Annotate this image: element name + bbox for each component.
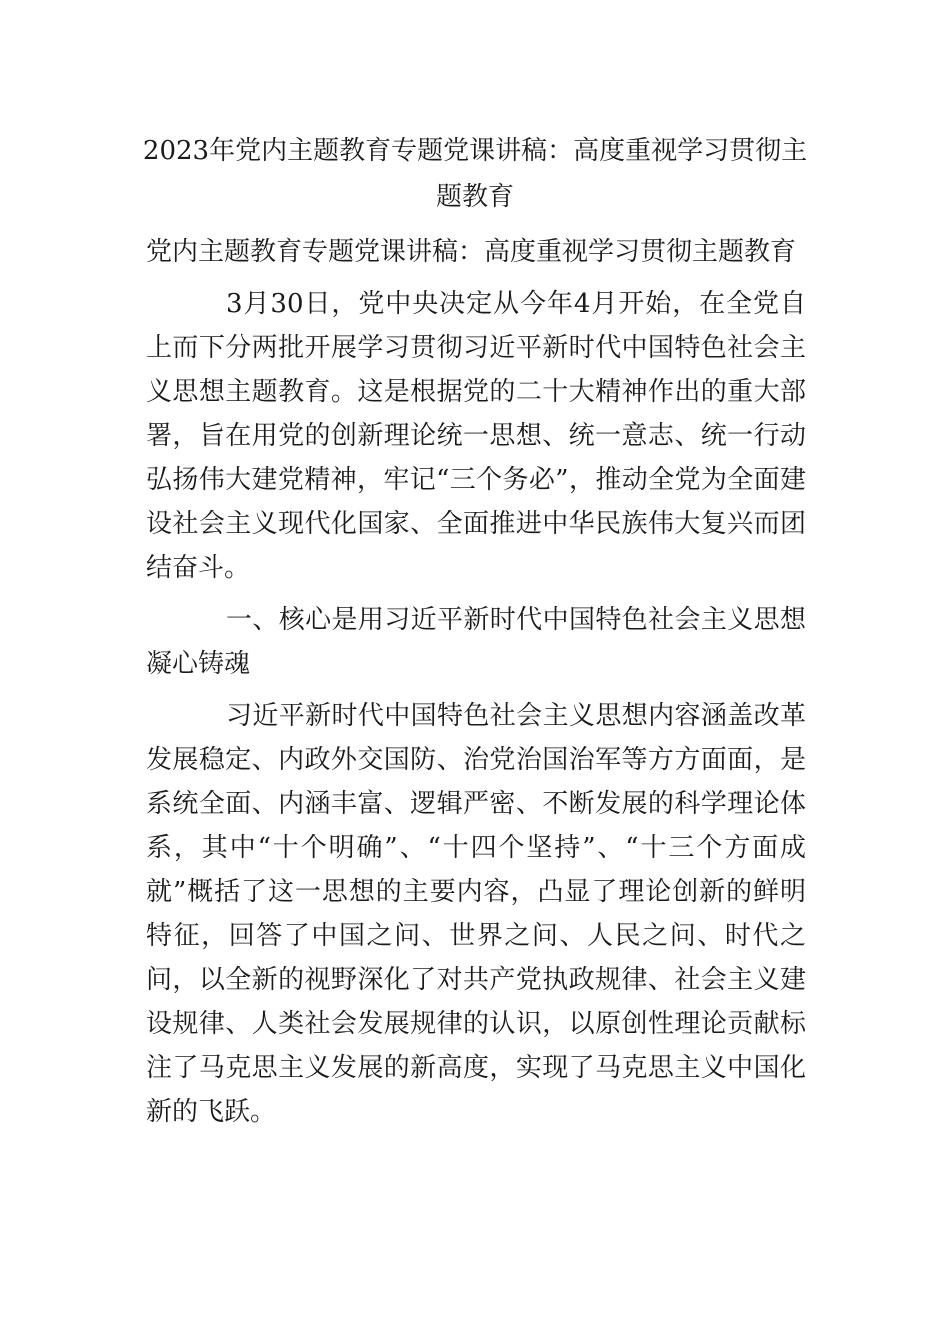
document-title: 2023年党内主题教育专题党课讲稿：高度重视学习贯彻主题教育 — [142, 136, 808, 212]
document-subtitle: 党内主题教育专题党课讲稿：高度重视学习贯彻主题教育 — [146, 237, 797, 267]
document-body — [146, 230, 806, 1134]
paragraph-section-1: 习近平新时代中国特色社会主义思想内容涵盖改革发展稳定、内政外交国防、治党治国治军等方方面面，是系统全面、内涵丰富、逻辑严密、不断发展的科学理论体系，其中“十个明确”、“十四个坚持”、“十三个方面成就”概括了这一思想的主要内容，凸显了理论创新的鲜明特征，回答了中国之问、世界之问、人民之问、时代之问，以全新的视野深化了对共产党执政规律、社会主义建设规律、人类社会发展规律的认识，以原创性理论贡献标注了马克思主义发展的新高度，实现了马克思主义中国化新的飞跃。 — [146, 701, 806, 1127]
paragraph-intro: 3月30日，党中央决定从今年4月开始，在全党自上而下分两批开展学习贯彻习近平新时代中国特色社会主义思想主题教育。这是根据党的二十大精神作出的重大部署，旨在用党的创新理论统一思想、统一意志、统一行动弘扬伟大建党精神，牢记“三个务必”，推动全党为全面建设社会主义现代化国家、全面推进中华民族伟大复兴而团结奋斗。 — [146, 289, 806, 583]
section-heading-1: 一、核心是用习近平新时代中国特色社会主义思想凝心铸魂 — [146, 605, 806, 679]
